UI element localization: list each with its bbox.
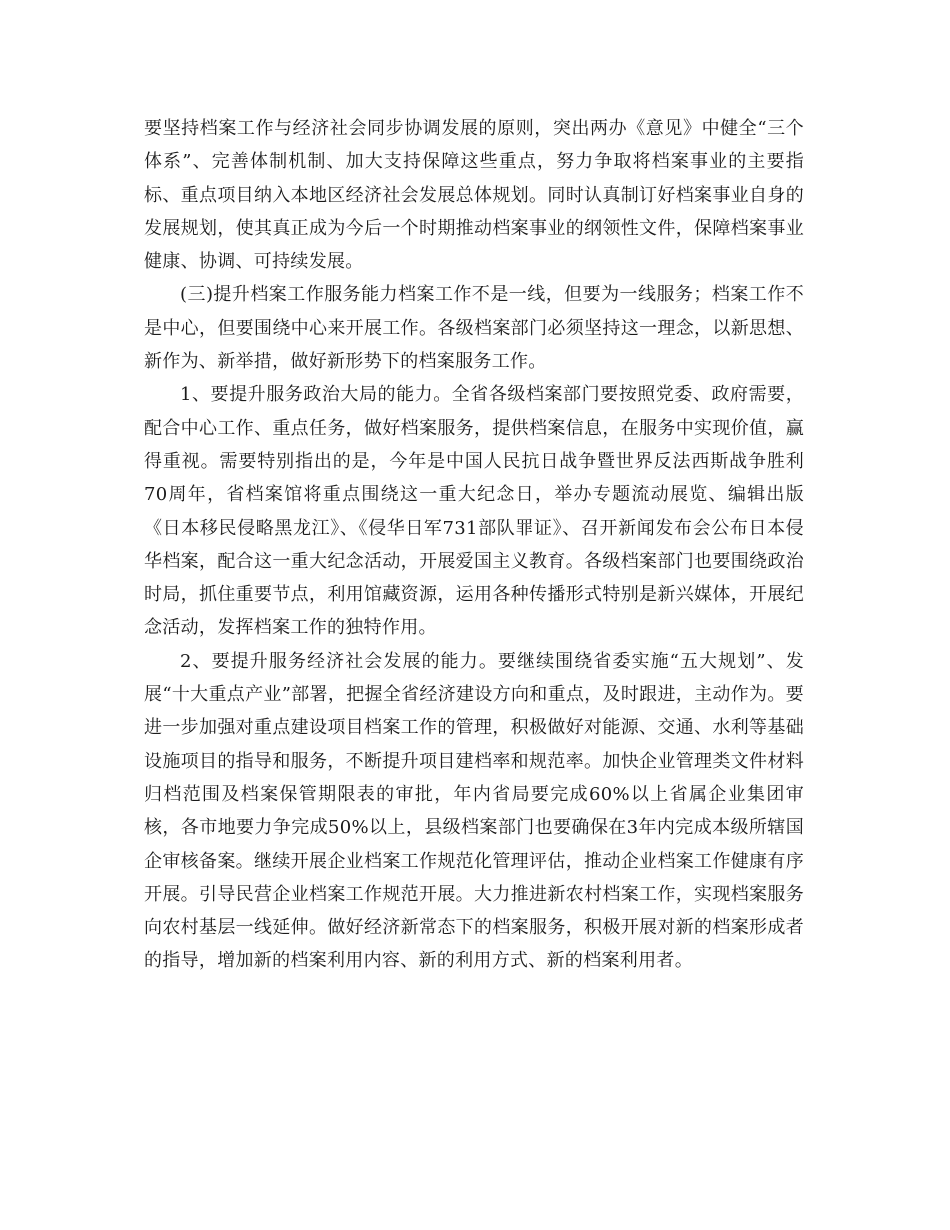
paragraph-continuation: 要坚持档案工作与经济社会同步协调发展的原则，突出两办《意见》中健全“三个体系”、完善体制机制、加大支持保障这些重点，努力争取将档案事业的主要指标、重点项目纳入本地区经济社会发展总体规划。同时认真制订好档案事业自身的发展规划，使其真正成为今后一个时期推动档案事业的纲领性文件，保障档案事业健康、协调、可持续发展。 xyxy=(144,118,804,273)
paragraph-item-one: 1、要提升服务政治大局的能力。全省各级档案部门要按照党委、政府需要，配合中心工作、重点任务，做好档案服务，提供档案信息，在服务中实现价值，赢得重视。需要特别指出的是，今年是中国人民抗日战争暨世界反法西斯战争胜利70周年，省档案馆将重点围绕这一重大纪念日，举办专题流动展览、编辑出版《日本移民侵略黑龙江》、《侵华日军731部队罪证》、召开新闻发布会公布日本侵华档案，配合这一重大纪念活动，开展爱国主义教育。各级档案部门也要围绕政治时局，抓住重要节点，利用馆藏资源，运用各种传播形式特别是新兴媒体，开展纪念活动，发挥档案工作的独特作用。 xyxy=(144,384,804,639)
document-body xyxy=(144,112,804,978)
paragraph-item-two: 2、要提升服务经济社会发展的能力。要继续围绕省委实施“五大规划”、发展“十大重点产业”部署，把握全省经济建设方向和重点，及时跟进，主动作为。要进一步加强对重点建设项目档案工作的管理，积极做好对能源、交通、水利等基础设施项目的指导和服务，不断提升项目建档率和规范率。加快企业管理类文件材料归档范围及档案保管期限表的审批，年内省局要完成60%以上省属企业集团审核，各市地要力争完成50%以上，县级档案部门也要确保在3年内完成本级所辖国企审核备案。继续开展企业档案工作规范化管理评估，推动企业档案工作健康有序开展。引导民营企业档案工作规范开展。大力推进新农村档案工作，实现档案服务向农村基层一线延伸。做好经济新常态下的档案服务，积极开展对新的档案形成者的指导，增加新的档案利用内容、新的利用方式、新的档案利用者。 xyxy=(144,650,804,972)
paragraph-section-three: (三)提升档案工作服务能力档案工作不是一线，但要为一线服务；档案工作不是中心，但要围绕中心来开展工作。各级档案部门必须坚持这一理念，以新思想、新作为、新举措，做好新形势下的档案服务工作。 xyxy=(144,284,804,373)
